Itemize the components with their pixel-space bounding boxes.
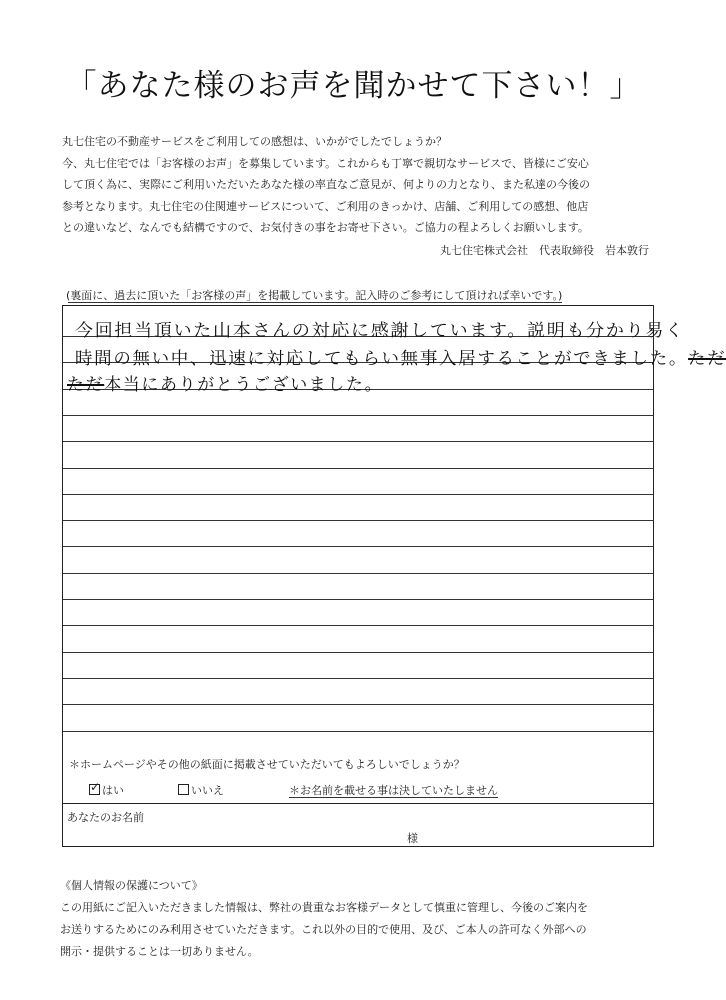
feedback-form xyxy=(62,305,726,847)
ruled-line xyxy=(63,599,653,600)
handwritten-text: 時間の無い中、迅速に対応してもらい無事入居することができました。 xyxy=(75,349,689,369)
handwritten-line-2 xyxy=(75,344,726,369)
privacy-line: この用紙にご記入いただきました情報は、弊社の貴重なお客様データとして慎重に管理し、今後のご案内を xyxy=(60,901,588,914)
no-option[interactable] xyxy=(178,782,224,798)
intro-line: 今、丸七住宅では「お客様のお声」を募集しています。これからも丁寧で親切なサービスで、皆様にご安心 xyxy=(62,156,589,170)
yes-checkbox[interactable] xyxy=(89,780,101,795)
no-label: いいえ xyxy=(191,784,224,797)
handwritten-line-3 xyxy=(67,370,383,395)
ruled-line xyxy=(63,652,653,653)
handwritten-text: 本当にありがとうございました。 xyxy=(104,375,384,395)
privacy-line: お送りするためにのみ利用させていただきます。これ以外の目的で使用、及び、ご本人の許可なく外部への xyxy=(60,923,587,936)
yes-option[interactable] xyxy=(89,782,124,798)
no-checkbox[interactable] xyxy=(178,784,189,795)
name-not-published-note xyxy=(289,782,498,798)
name-divider xyxy=(63,803,653,804)
privacy-line: 開示・提供することは一切ありません。 xyxy=(60,945,259,958)
struck-text: ただ xyxy=(67,375,105,395)
ruled-line xyxy=(63,494,653,495)
yes-label: はい xyxy=(102,784,124,797)
ruled-line xyxy=(63,573,653,574)
intro-text xyxy=(62,131,662,239)
company-signature: 丸七住宅株式会社 代表取締役 岩本敦行 xyxy=(440,244,649,257)
page-title: 「あなた様のお声を聞かせて下さい！」 xyxy=(65,68,642,104)
ruled-line xyxy=(63,704,653,705)
ruled-line xyxy=(63,441,653,442)
privacy-notice xyxy=(60,875,680,963)
notice-underline xyxy=(68,302,562,303)
ruled-line xyxy=(63,520,653,521)
intro-line: して頂く為に、実際にご利用いただいたあなた様の率直なご意見が、何よりの力となり、また私達の今後の xyxy=(62,178,590,191)
intro-line: 丸七住宅の不動産サービスをご利用しての感想は、いかがでしたでしょうか？ xyxy=(62,135,447,148)
intro-line: との違いなど、なんでも結構ですので、お気付きの事をお寄せ下さい。ご協力の程よろしくお願いします。 xyxy=(62,221,589,234)
ruled-line xyxy=(63,546,653,547)
name-honorific: 様 xyxy=(407,832,418,845)
permission-question: ＊ホームページやその他の紙面に掲載させていただいてもよろしいでしょうか？ xyxy=(69,758,465,771)
check-icon: ✓ xyxy=(90,780,101,794)
ruled-line xyxy=(63,625,653,626)
name-label: あなたのお名前 xyxy=(67,811,144,824)
privacy-heading: 《個人情報の保護について》 xyxy=(60,879,203,892)
intro-line: 参考となります。丸七住宅の住関連サービスについて、ご利用のきっかけ、店舗、ご利用しての感想、他店 xyxy=(62,199,589,213)
handwritten-line-1: 今回担当頂いた山本さんの対応に感謝しています。説明も分かり易く xyxy=(75,321,685,341)
name-note-text: ＊お名前を載せる事は決していたしません xyxy=(289,784,498,797)
reference-notice-text: (裏面に、過去に頂いた「お客様の声」を掲載しています。記入時のご参考にして頂ければ幸いです。) xyxy=(66,289,563,302)
ruled-line xyxy=(63,678,653,679)
ruled-line xyxy=(63,415,653,416)
ruled-line xyxy=(63,731,653,732)
struck-text: ただ xyxy=(688,349,726,369)
ruled-line xyxy=(63,468,653,469)
reference-notice xyxy=(66,287,562,303)
name-note-underline xyxy=(289,797,498,798)
